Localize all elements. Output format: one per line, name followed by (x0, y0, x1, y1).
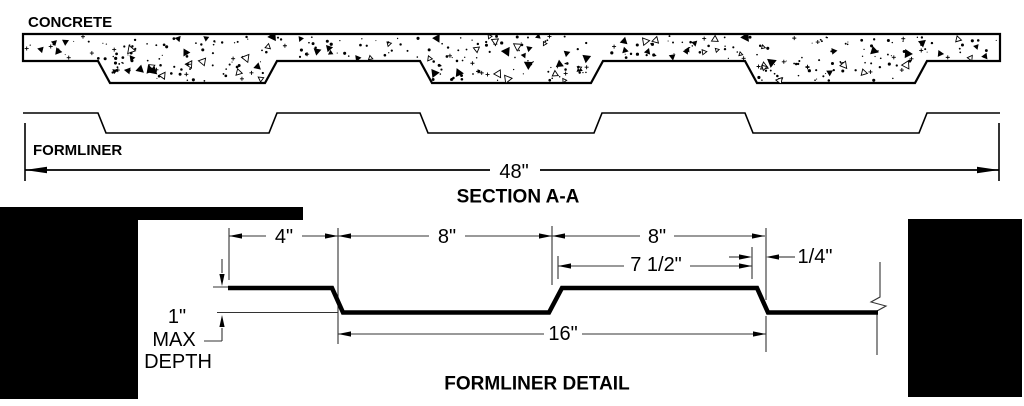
section-aa-title: SECTION A-A (456, 186, 580, 208)
formliner-detail-profile (228, 288, 878, 313)
formliner-section-line (23, 113, 1000, 133)
formliner-detail-title: FORMLINER DETAIL (444, 373, 630, 395)
dimension-top-chain (229, 233, 765, 238)
dim-4in-text: 4" (274, 226, 294, 248)
concrete-label: CONCRETE (28, 14, 113, 31)
dim-16in-text: 16" (548, 323, 578, 345)
dim-8in-recess-text: 8" (437, 226, 457, 248)
concrete-cross-section (23, 32, 1000, 84)
dimension-1in-max-depth (204, 259, 338, 341)
dim-7-1-2in-text: 7 1/2" (630, 254, 682, 276)
formliner-label: FORMLINER (33, 142, 123, 159)
depth-1in-text: 1" (167, 306, 187, 328)
dim-1-4in-text: 1/4" (797, 246, 833, 268)
redaction-left (0, 207, 138, 399)
dimension-1-4in (729, 254, 795, 259)
depth-max-text: MAX (152, 329, 196, 351)
dim-48in-text: 48" (499, 161, 529, 183)
dim-8in-rib-text: 8" (647, 226, 667, 248)
break-line (871, 262, 886, 355)
redaction-right (908, 219, 1022, 397)
depth-depth-text: DEPTH (144, 351, 212, 373)
